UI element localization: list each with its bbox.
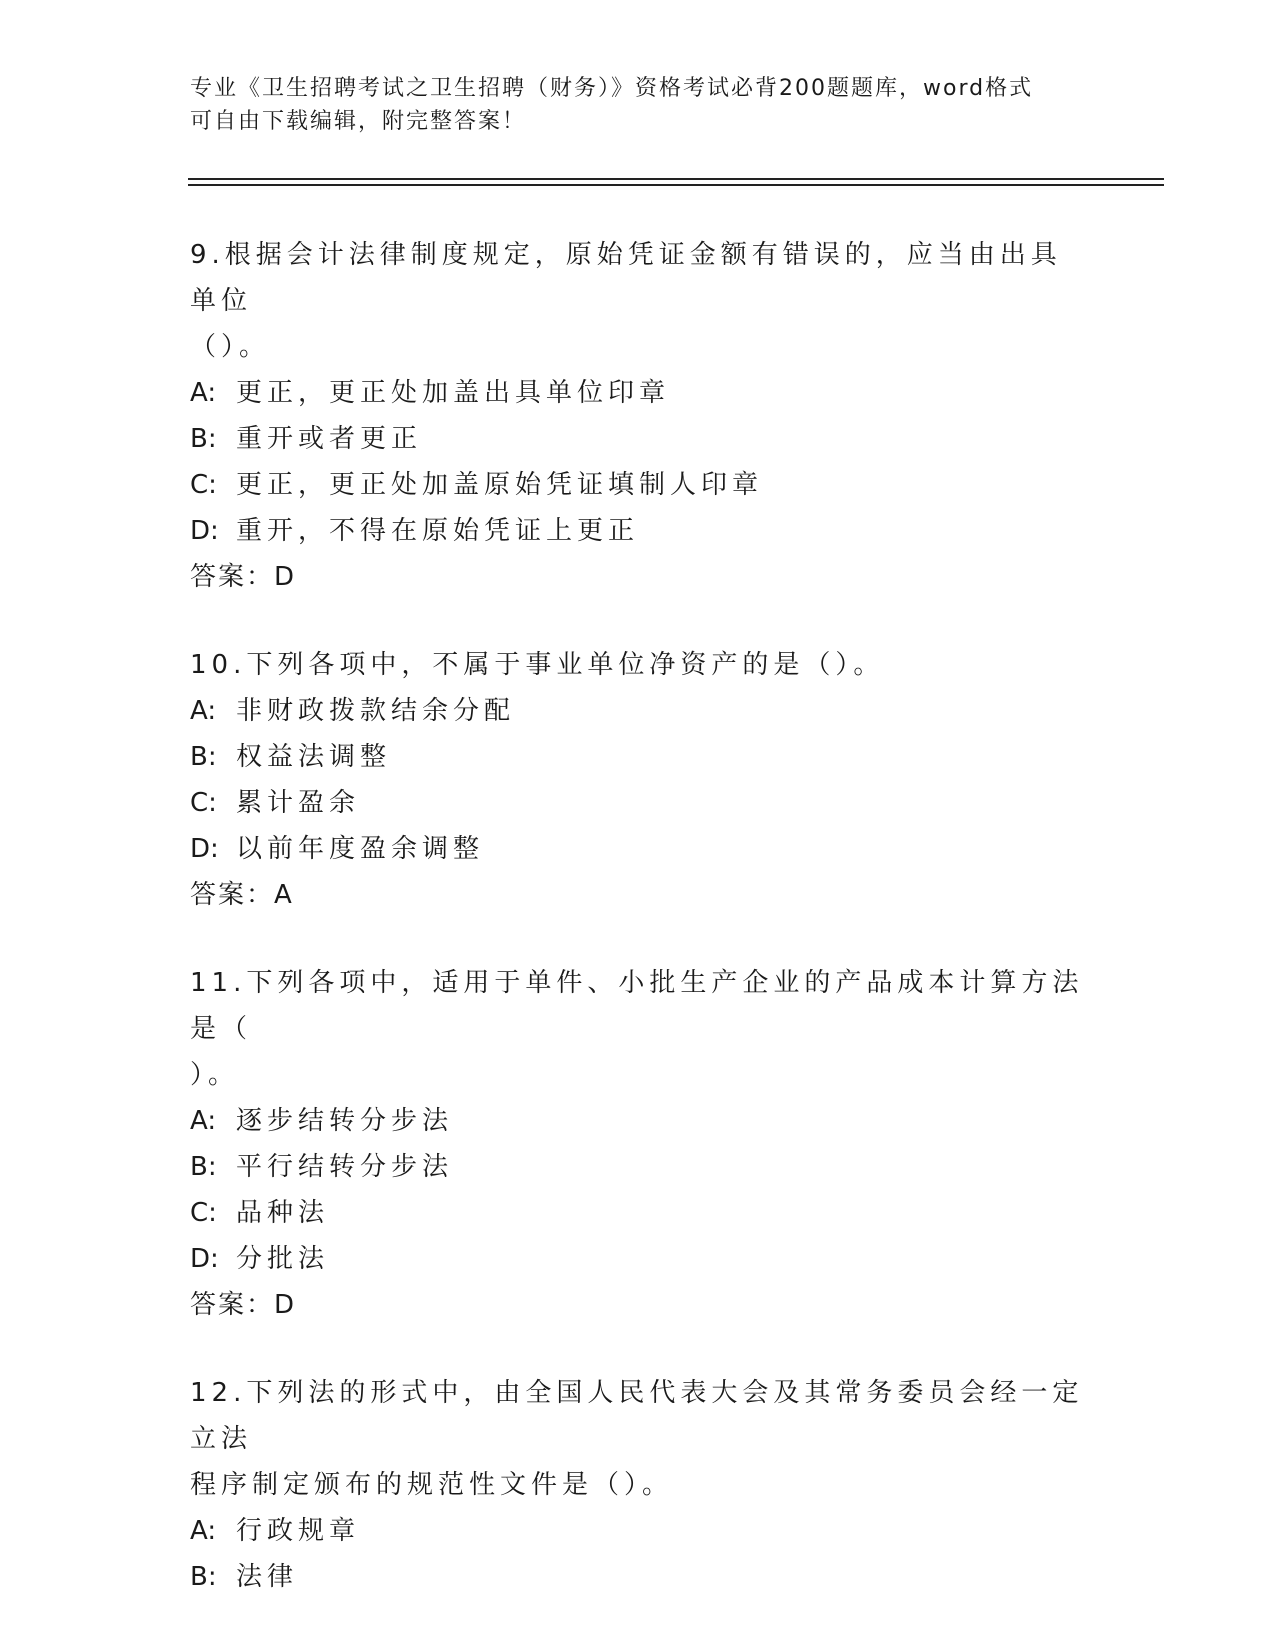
option-key: B: — [190, 742, 217, 772]
question-11 — [190, 960, 1090, 1328]
option-key: C: — [190, 470, 217, 500]
option-key: C: — [190, 788, 217, 818]
option-b — [190, 416, 1090, 462]
option-key: A: — [190, 696, 217, 726]
option-key: B: — [190, 1562, 217, 1592]
option-c — [190, 1190, 1090, 1236]
option-b — [190, 1554, 1090, 1600]
option-key: D: — [190, 1244, 219, 1274]
answer: 答案：D — [190, 562, 297, 592]
option-text: 分批法 — [236, 1244, 330, 1274]
question-12 — [190, 1370, 1090, 1600]
option-a — [190, 1508, 1090, 1554]
document-header — [190, 72, 1090, 138]
option-key: D: — [190, 516, 219, 546]
answer: 答案：D — [190, 1290, 297, 1320]
option-d — [190, 1236, 1090, 1282]
option-a — [190, 370, 1090, 416]
option-d — [190, 508, 1090, 554]
option-a — [190, 1098, 1090, 1144]
answer: 答案：A — [190, 880, 294, 910]
option-key: D: — [190, 834, 219, 864]
header-line-2: 可自由下载编辑，附完整答案！ — [190, 109, 527, 134]
option-text: 更正，更正处加盖原始凭证填制人印章 — [236, 470, 764, 500]
header-divider-top — [188, 178, 1164, 180]
option-c — [190, 780, 1090, 826]
option-key: A: — [190, 378, 217, 408]
option-b — [190, 734, 1090, 780]
option-key: B: — [190, 424, 217, 454]
option-text: 以前年度盈余调整 — [236, 834, 485, 864]
option-text: 逐步结转分步法 — [236, 1106, 454, 1136]
option-text: 重开或者更正 — [236, 424, 423, 454]
option-text: 更正，更正处加盖出具单位印章 — [236, 378, 671, 408]
option-text: 权益法调整 — [236, 742, 392, 772]
question-9 — [190, 232, 1090, 600]
option-text: 累计盈余 — [236, 788, 361, 818]
question-stem: 10.下列各项中，不属于事业单位净资产的是（）。 — [190, 650, 885, 680]
option-b — [190, 1144, 1090, 1190]
option-a — [190, 688, 1090, 734]
header-line-1: 专业《卫生招聘考试之卫生招聘（财务）》资格考试必背200题题库，word格式 — [190, 76, 1034, 101]
question-stem: 12.下列法的形式中，由全国人民代表大会及其常务委员会经一定立法 程序制定颁布的规范性文件是（）。 — [190, 1378, 1084, 1500]
option-key: A: — [190, 1106, 217, 1136]
question-10 — [190, 642, 1090, 918]
option-text: 非财政拨款结余分配 — [236, 696, 516, 726]
option-text: 法律 — [236, 1562, 299, 1592]
option-key: B: — [190, 1152, 217, 1182]
question-list — [190, 232, 1090, 1642]
question-stem: 9.根据会计法律制度规定，原始凭证金额有错误的，应当由出具单位 （）。 — [190, 240, 1062, 362]
option-c — [190, 462, 1090, 508]
option-text: 品种法 — [236, 1198, 330, 1228]
header-divider-bottom — [188, 184, 1164, 186]
option-text: 重开，不得在原始凭证上更正 — [236, 516, 640, 546]
question-stem: 11.下列各项中，适用于单件、小批生产企业的产品成本计算方法是（ ）。 — [190, 968, 1084, 1090]
option-key: C: — [190, 1198, 217, 1228]
option-key: A: — [190, 1516, 217, 1546]
option-d — [190, 826, 1090, 872]
option-text: 行政规章 — [236, 1516, 361, 1546]
option-text: 平行结转分步法 — [236, 1152, 454, 1182]
